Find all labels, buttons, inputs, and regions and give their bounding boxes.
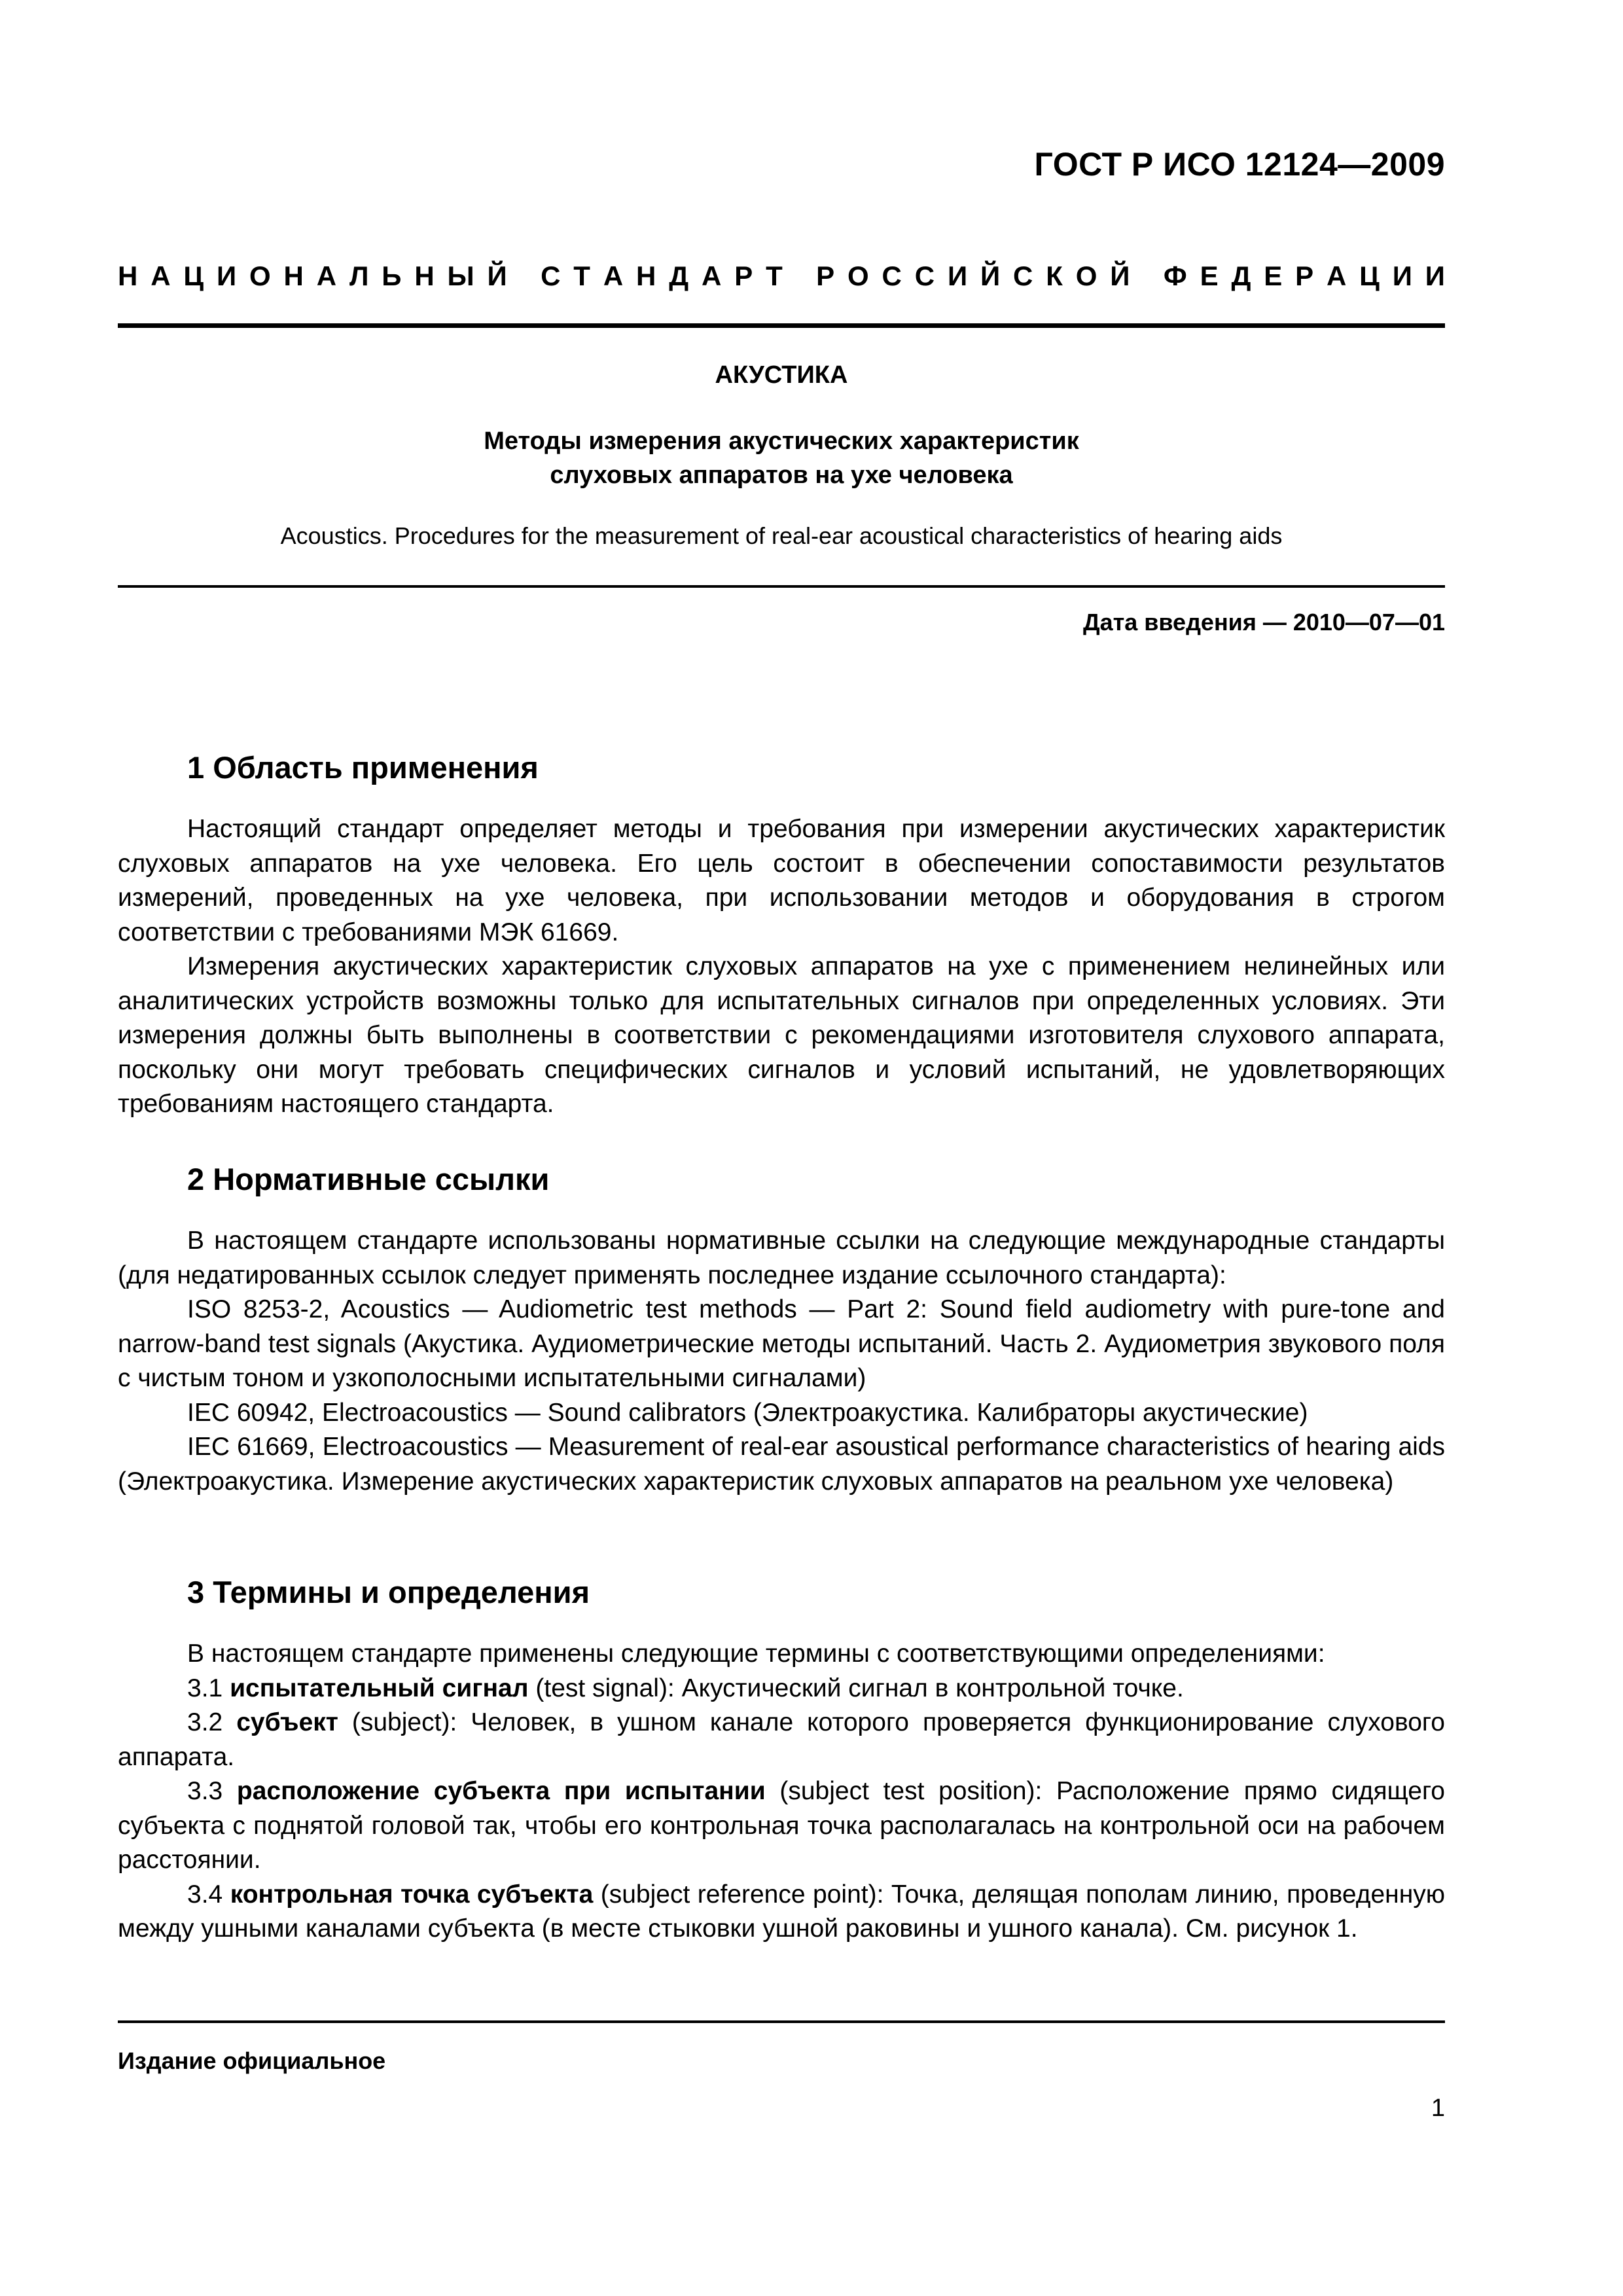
term-definition — [118, 1878, 1445, 1946]
definition: (subject): Человек, в ушном канале которого проверяется функционирование слухового аппарата. — [118, 1708, 1445, 1771]
heading-letter: Р — [1295, 260, 1314, 291]
term: контрольная точка субъекта — [230, 1880, 594, 1909]
heading-letter: Ы — [447, 260, 474, 291]
heading-letter: Ц — [183, 260, 204, 291]
section-terms-definitions — [118, 1573, 1445, 1946]
heading-space — [1143, 260, 1150, 292]
heading-letter: А — [603, 260, 624, 291]
heading-letter: С — [1013, 260, 1033, 291]
term: субъект — [236, 1708, 338, 1736]
heading-letter: Т — [573, 260, 590, 291]
term: испытательный сигнал — [230, 1674, 529, 1702]
heading-letter: Е — [1200, 260, 1219, 291]
term-definition — [118, 1706, 1445, 1774]
heading-letter: Ц — [1359, 260, 1380, 291]
term-number: 3.1 — [187, 1674, 230, 1702]
paragraph: Измерения акустических характеристик слуховых аппаратов на ухе с применением нелинейных или аналитических устройств возможны только для испытательных сигналов при определенных условиях. Эти измерения должны быть выполнены в соответствии с рекомендациями изготовителя слухового аппарата, поскольку они могут требовать специфических сигналов и условий испытаний, не удовлетворяющих требованиям настоящего стандарта. — [118, 952, 1445, 1118]
top-divider — [118, 323, 1445, 328]
title-divider — [118, 585, 1445, 588]
standard-title-line-1: Методы измерения акустических характеристик — [484, 427, 1079, 455]
heading-letter: Н — [414, 260, 435, 291]
official-edition-label: Издание официальное — [118, 2047, 386, 2074]
heading-letter: Ф — [1163, 260, 1187, 291]
definition: (subject reference point): Точка, делящая пополам линию, проведенную между ушными каналами субъекта (в месте стыковки ушной раковины и ушного канала). См. рисунок 1. — [118, 1880, 1445, 1943]
section-normative-references — [118, 1160, 1445, 1499]
reference-item: IEC 60942, Electroacoustics — Sound calibrators (Электроакустика. Калибраторы акустические) — [187, 1398, 1308, 1427]
heading-letter: Е — [1264, 260, 1283, 291]
document-number: ГОСТ Р ИСО 12124—2009 — [1034, 146, 1445, 183]
reference-item: ISO 8253-2, Acoustics — Audiometric test methods — Part 2: Sound field audiometry with pure-tone and narrow-band test signals (Акустика. Аудиометрические методы испытаний. Часть 2. Аудиометрия звукового поля с чистым тоном и узкополосными испытательными сигналами) — [118, 1295, 1445, 1392]
standard-title-line-2: слуховых аппаратов на ухе человека — [550, 461, 1013, 489]
heading-letter: Й — [980, 260, 1001, 291]
footer-divider — [118, 2020, 1445, 2023]
section-scope — [118, 748, 1445, 1122]
definition: (test signal): Акустический сигнал в контрольной точке. — [528, 1674, 1184, 1702]
page-number: 1 — [1431, 2094, 1445, 2122]
heading-letter: Т — [766, 260, 783, 291]
heading-space — [796, 260, 804, 292]
term-number: 3.2 — [187, 1708, 237, 1736]
heading-letter: И — [1392, 260, 1412, 291]
section-body — [118, 1637, 1445, 1946]
definition: (subject test position): Расположение прямо сидящего субъекта с поднятой головой так, чтобы его контрольная точка располагалась на контрольной оси на рабочем расстоянии. — [118, 1777, 1445, 1874]
introduction-date: Дата введения — 2010—07—01 — [1082, 609, 1445, 636]
heading-letter: С — [914, 260, 935, 291]
heading-letter: О — [847, 260, 869, 291]
section-heading: 2 Нормативные ссылки — [187, 1162, 550, 1196]
national-standard-heading — [118, 260, 1445, 292]
heading-letter: Н — [636, 260, 656, 291]
heading-letter: И — [1425, 260, 1445, 291]
heading-letter: К — [1046, 260, 1063, 291]
heading-letter: Ь — [382, 260, 402, 291]
heading-letter: Н — [118, 260, 138, 291]
heading-letter: Н — [283, 260, 304, 291]
heading-letter: А — [151, 260, 171, 291]
paragraph: В настоящем стандарте использованы нормативные ссылки на следующие международные стандарты (для недатированных ссылок следует применять последнее издание ссылочного стандарта): — [118, 1227, 1445, 1289]
section-heading: 1 Область применения — [187, 750, 539, 785]
heading-letter: О — [1075, 260, 1097, 291]
term-definition — [118, 1672, 1445, 1706]
section-body — [118, 812, 1445, 1122]
heading-letter: С — [541, 260, 561, 291]
term-number: 3.3 — [187, 1777, 237, 1805]
heading-letter: Д — [669, 260, 689, 291]
heading-letter: О — [249, 260, 271, 291]
heading-space — [520, 260, 528, 292]
heading-letter: Й — [1110, 260, 1130, 291]
heading-letter: Л — [349, 260, 369, 291]
heading-letter: А — [1326, 260, 1347, 291]
heading-letter: Р — [816, 260, 835, 291]
heading-letter: И — [216, 260, 237, 291]
heading-letter: Р — [734, 260, 753, 291]
heading-letter: Д — [1231, 260, 1251, 291]
paragraph: В настоящем стандарте применены следующие термины с соответствующими определениями: — [187, 1640, 1325, 1668]
reference-item: IEC 61669, Electroacoustics — Measurement of real-ear asoustical performance characteristics of hearing aids (Электроакустика. Измерение акустических характеристик слуховых аппаратов на реальном ухе человека) — [118, 1433, 1445, 1496]
heading-letter: И — [947, 260, 968, 291]
term-definition — [118, 1774, 1445, 1878]
paragraph: Настоящий стандарт определяет методы и требования при измерении акустических характеристик слуховых аппаратов на ухе человека. Его цель состоит в обеспечении сопоставимости результатов измерений, проведенных на ухе человека, при использовании методов и оборудования в строгом соответствии с требованиями МЭК 61669. — [118, 815, 1445, 946]
heading-letter: А — [316, 260, 337, 291]
standard-title — [118, 424, 1445, 492]
heading-letter: С — [882, 260, 902, 291]
section-heading: 3 Термины и определения — [187, 1575, 590, 1609]
standard-category: АКУСТИКА — [715, 361, 848, 389]
term: расположение субъекта при испытании — [236, 1777, 766, 1805]
heading-letter: Й — [487, 260, 507, 291]
english-title: Acoustics. Procedures for the measurement of real-ear acoustical characteristics of hearing aids — [280, 522, 1283, 549]
term-number: 3.4 — [187, 1880, 230, 1909]
section-body — [118, 1224, 1445, 1499]
heading-letter: А — [702, 260, 722, 291]
